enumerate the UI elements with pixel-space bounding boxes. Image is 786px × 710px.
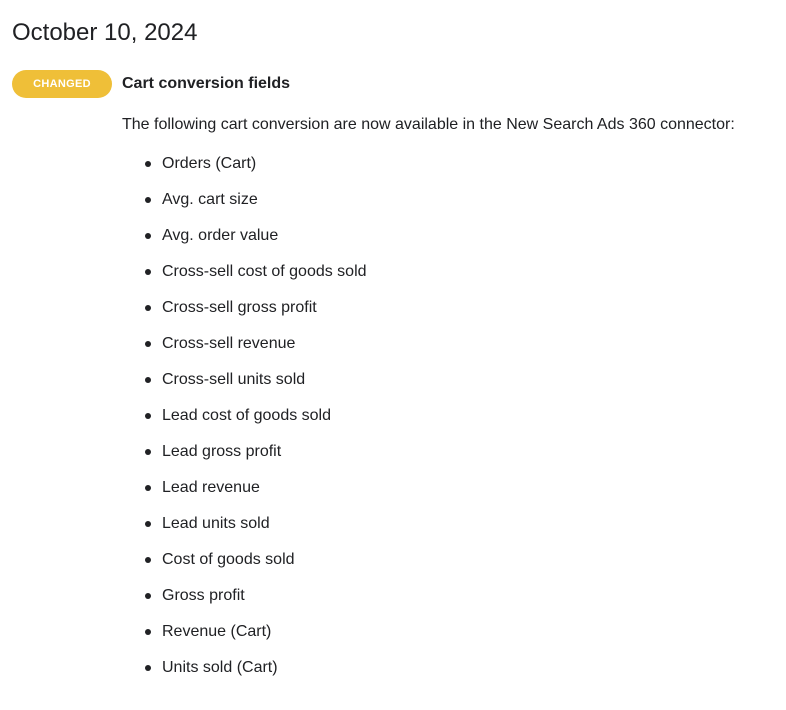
- bullet-icon: [145, 269, 151, 275]
- bullet-icon: [145, 449, 151, 455]
- field-list-item: [162, 261, 367, 297]
- bullet-icon: [145, 593, 151, 599]
- field-list-item: [162, 369, 367, 405]
- field-list-item: [162, 477, 367, 513]
- bullet-icon: [145, 485, 151, 491]
- field-label: Gross profit: [162, 587, 245, 604]
- field-list-item: [162, 513, 367, 549]
- field-list-item: [162, 441, 367, 477]
- field-label: Cross-sell gross profit: [162, 299, 317, 316]
- field-label: Cross-sell units sold: [162, 371, 306, 388]
- entry-title: Cart conversion fields: [122, 75, 291, 92]
- field-list-item: [162, 333, 367, 369]
- field-list-item: [162, 297, 367, 333]
- field-label: Cross-sell cost of goods sold: [162, 263, 367, 280]
- bullet-icon: [145, 197, 151, 203]
- bullet-icon: [145, 305, 151, 311]
- entry-description: The following cart conversion are now available in the New Search Ads 360 connector:: [122, 116, 735, 133]
- bullet-icon: [145, 413, 151, 419]
- field-label: Orders (Cart): [162, 155, 257, 172]
- field-label: Lead cost of goods sold: [162, 407, 332, 424]
- field-list-item: [162, 621, 367, 657]
- changed-badge: CHANGED: [12, 70, 112, 98]
- field-list-item: [162, 153, 367, 189]
- field-label: Cost of goods sold: [162, 551, 295, 568]
- field-list-item: [162, 585, 367, 621]
- field-label: Avg. order value: [162, 227, 279, 244]
- field-label: Cross-sell revenue: [162, 335, 296, 352]
- bullet-icon: [145, 629, 151, 635]
- field-label: Units sold (Cart): [162, 659, 278, 676]
- bullet-icon: [145, 341, 151, 347]
- bullet-icon: [145, 665, 151, 671]
- bullet-icon: [145, 557, 151, 563]
- field-label: Lead units sold: [162, 515, 270, 532]
- field-list-item: [162, 189, 367, 225]
- bullet-icon: [145, 233, 151, 239]
- field-label: Lead revenue: [162, 479, 260, 496]
- field-list-item: [162, 549, 367, 585]
- field-list-item: [162, 657, 367, 693]
- bullet-icon: [145, 521, 151, 527]
- field-label: Lead gross profit: [162, 443, 282, 460]
- field-label: Avg. cart size: [162, 191, 258, 208]
- release-date-heading: October 10, 2024: [12, 19, 198, 46]
- cart-conversion-field-list: [162, 153, 367, 693]
- field-list-item: [162, 405, 367, 441]
- field-label: Revenue (Cart): [162, 623, 272, 640]
- bullet-icon: [145, 377, 151, 383]
- bullet-icon: [145, 161, 151, 167]
- field-list-item: [162, 225, 367, 261]
